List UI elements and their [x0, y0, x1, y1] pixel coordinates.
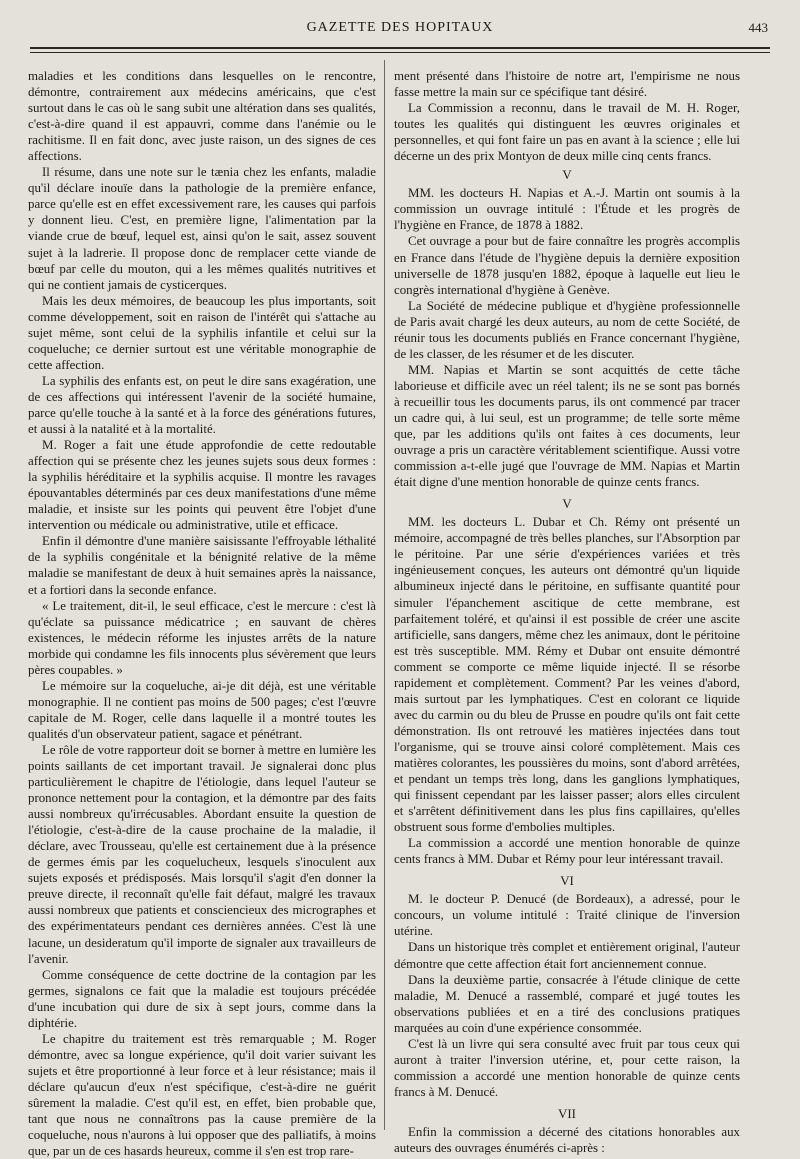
paragraph: Enfin il démontre d'une manière saisissante l'effroyable léthalité de la syphilis congénitale et la bénignité relative de la même maladie se manifestant de deux à huit semaines après la naissance, et a fortiori dans la seconde enfance.	[28, 534, 376, 597]
page-header	[30, 20, 770, 42]
paragraph: Le chapitre du traitement est très remarquable ; M. Roger démontre, avec sa longue expérience, qu'il doit varier suivant les sujets et être proportionné à leur force et à leur résistance; mais il déclare qu'aucun d'eux n'est spécifique, c'est-à-dire ne guérit sûrement la maladie. C'est qu'il est, en effet, bien probable que, tant que nous ne connaîtrons pas la cause première de la coqueluche, nous n'aurons à lui opposer que des palliatifs, à moins que, par un de ces hasards heureux, comme il s'en est trop rare-	[28, 1031, 376, 1159]
paragraph: Mais les deux mémoires, de beaucoup les plus importants, soit comme développement, soit en raison de l'intérêt qui s'attache au sujet même, sont celui de la syphilis infantile et celui sur la coqueluche; ce dernier surtout est une véritable monographie de cette affection.	[28, 293, 376, 372]
paragraph: Dans un historique très complet et entièrement original, l'auteur démontre que cette affection était fort anciennement connue.	[394, 940, 740, 971]
section-heading-v-second: V	[562, 497, 572, 512]
left-column	[28, 68, 376, 1159]
journal-title: GAZETTE DES HOPITAUX	[306, 20, 494, 35]
paragraph: Enfin la commission a décerné des citations honorables aux auteurs des ouvrages énumérés ci-après :	[394, 1125, 740, 1156]
paragraph: M. le docteur P. Denucé (de Bordeaux), a adressé, pour le concours, un volume intitulé : Traité clinique de l'inversion utérine.	[394, 892, 740, 939]
paragraph: M. Roger a fait une étude approfondie de cette redoutable affection qui se présente chez les jeunes sujets sous deux formes : la syphilis héréditaire et la syphilis acquise. Il montre les ravages épouvantables déterminés par ces deux manifestations d'une même maladie, et insiste sur les points qui peuvent être l'objet d'une intervention ou médicale ou administrative, utile et efficace.	[28, 438, 376, 533]
paragraph: C'est là un livre qui sera consulté avec fruit par tous ceux qui auront à traiter l'inversion utérine, et, pour cette raison, la commission a accordé une mention honorable de quinze cents francs à M. Denucé.	[394, 1036, 740, 1099]
page-number: 443	[748, 20, 768, 35]
paragraph: Cet ouvrage a pour but de faire connaître les progrès accomplis en France dans l'étude de l'hygiène depuis la dernière exposition universelle de 1878 jusqu'en 1882, époque à laquelle eut lieu le congrès international d'hygiène à Genève.	[394, 234, 740, 297]
header-rule-thin	[30, 52, 770, 53]
paragraph: La syphilis des enfants est, on peut le dire sans exagération, une de ces affections qui intéressent l'avenir de la société humaine, parce qu'elle touche à la santé et à la force des générations futures, et aussi à la natalité et à la mortalité.	[28, 373, 376, 437]
paragraph: MM. Napias et Martin se sont acquittés de cette tâche laborieuse et difficile avec un réel talent; ils ne se sont pas bornés à recueillir tous les documents parus, ils ont commencé par tracer un cadre qui, à lui seul, est un programme; de telle sorte même que, par les additions qu'ils ont faites à ces documents, leur ouvrage a pris un caractère véritablement scientifique. Aussi votre commission a-t-elle jugé que l'ouvrage de MM. Napias et Martin était digne d'une mention honorable de quinze cents francs.	[394, 362, 740, 490]
paragraph: La Commission a reconnu, dans le travail de M. H. Roger, toutes les qualités qui distinguent les œuvres originales et personnelles, et qui font faire un pas en avant à la science ; elle lui décerne un des prix Montyon de deux mille cinq cents francs.	[394, 101, 740, 164]
paragraph: MM. les docteurs L. Dubar et Ch. Rémy ont présenté un mémoire, accompagné de très belles planches, sur l'Absorption par le péritoine. Par une série d'expériences variées et très ingénieusement conçues, les auteurs ont démontré qu'un liquide albumineux injecté dans le péritoine, en suffisante quantité pour simuler l'épanchement ascitique de cette membrane, est parfaitement toléré, et qu'ainsi il est possible de créer une ascite artificielle, sans dangers, même chez les animaux, dont le péritoine est très susceptible. MM. Rémy et Dubar ont ensuite démontré comment se comporte ce même liquide injecté. Il se résorbe rapidement et complètement. Comment? Par les veines d'abord, mais surtout par les lymphatiques. C'est en colorant ce liquide avec du carmin ou du bleu de Prusse en poudre qu'ils ont fait cette démonstration. Ils ont retrouvé les matières injectées dans tout l'organisme, qui se trouve ainsi coloré complètement. Mais ces matières colorantes, les poussières du moins, sont d'abord arrêtées, et pendant un temps très long, dans les ganglions lymphatiques, qui finissent cependant par les laisser passer; alors elles circulent et s'arrêtent définitivement dans les plus fins capillaires, qu'elles obstruent sous forme d'embolies multiples.	[394, 515, 740, 835]
paragraph: Le mémoire sur la coqueluche, ai-je dit déjà, est une véritable monographie. Il ne contient pas moins de 500 pages; c'est l'œuvre capitale de M. Roger, celle dans laquelle il a montré toutes les qualités d'un observateur patient, sagace et pénétrant.	[28, 678, 376, 741]
paragraph: ment présenté dans l'histoire de notre art, l'empirisme ne nous fasse mettre la main sur ce spécifique tant désiré.	[394, 69, 740, 100]
paragraph: « Le traitement, dit-il, le seul efficace, c'est le mercure : c'est là qu'éclate sa puissance médicatrice ; en sauvant de chères existences, le médecin réforme les injustes arrêts de la nature morbide qui condamne les fils innocents plus sévèrement que leurs pères coupables. »	[28, 598, 376, 677]
paragraph: La Société de médecine publique et d'hygiène professionnelle de Paris avait chargé les deux auteurs, au nom de cette Société, de réunir tous les documents publiés en France concernant l'hygiène, de les classer, de les résumer et de les discuter.	[394, 298, 740, 361]
paragraph: Dans la deuxième partie, consacrée à l'étude clinique de cette maladie, M. Denucé a rassemblé, comparé et jugé toutes les observations publiées et en a tiré des conclusions pratiques marquées au coin d'une expérience consommée.	[394, 972, 740, 1035]
paragraph: Le rôle de votre rapporteur doit se borner à mettre en lumière les points saillants de cet important travail. Je signalerai donc plus particulièrement le chapitre de l'étiologie, dans lequel l'auteur se prononce nettement pour la contagion, et la démontre par des faits aussi nombreux qu'irrécusables. Abordant ensuite la question de l'étiologie, c'est-à-dire de la cause prochaine de la maladie, il déclare, avec Trousseau, qu'elle est certainement due à la présence de germes émis par les coquelucheux, lesquels s'inoculent aux sujets exposés et prédisposés. Mais lorsqu'il s'agit d'en donner la preuve directe, il reconnaît qu'elle fait défaut, malgré les travaux aussi nombreux que patients et consciencieux des micrographes et des expérimentateurs pendant ces dernières années. C'est là une lacune, un desideratum qu'il importe de signaler aux travailleurs de l'avenir.	[28, 742, 376, 966]
paragraph: MM. les docteurs H. Napias et A.-J. Martin ont soumis à la commission un ouvrage intitulé : l'Étude et les progrès de l'hygiène en France, de 1878 à 1882.	[394, 186, 740, 233]
paragraph: maladies et les conditions dans lesquelles on le rencontre, démontre, contrairement aux médecins américains, que c'est surtout dans le cas où le sang subit une altération dans ses qualités, c'est-à-dire quand il est appauvri, comme dans l'anémie ou le rachitisme. Il en fait donc, avec juste raison, un des signes de ces affections.	[28, 69, 376, 164]
paragraph: Il résume, dans une note sur le tænia chez les enfants, maladie qu'il déclare inouïe dans la pathologie de la première enfance, parce qu'elle est en effet excessivement rare, les causes qui parfois y donnent lieu. C'est, en première ligne, l'alimentation par la viande crue de bœuf, lequel est, ainsi qu'on le sait, assez souvent sujet à la ladrerie. Il propose donc de remplacer cette viande de bœuf par celle du mouton, qui a les mêmes qualités nutritives et qui ne contient jamais de cysticerques.	[28, 165, 376, 292]
section-heading-vii: VII	[558, 1106, 576, 1121]
right-column	[394, 68, 740, 1156]
section-heading-v: V	[562, 168, 572, 183]
paragraph: La commission a accordé une mention honorable de quinze cents francs à MM. Dubar et Rémy pour leur intéressant travail.	[394, 836, 740, 867]
paragraph: Comme conséquence de cette doctrine de la contagion par les germes, signalons ce fait que la maladie est toujours précédée d'une incubation qui dure de six à sept jours, comme dans la diphtérie.	[28, 967, 376, 1030]
column-divider	[384, 60, 385, 1130]
section-heading-vi: VI	[560, 874, 574, 889]
header-rule-thick	[30, 47, 770, 49]
